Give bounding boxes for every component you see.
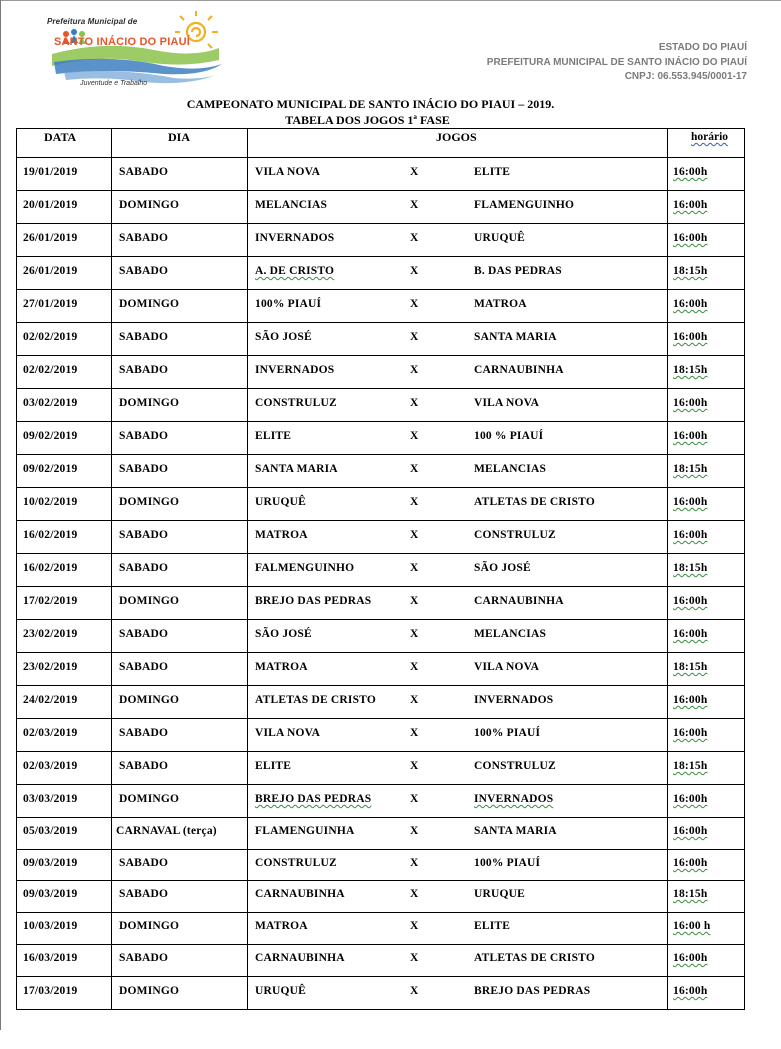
home-team: FALMENGUINHO — [255, 562, 355, 574]
home-team: ELITE — [255, 760, 292, 772]
column-header-horario: horário — [691, 131, 729, 143]
home-team: MATROA — [255, 529, 308, 541]
column-header-dia: DIA — [168, 130, 191, 144]
versus-label: X — [410, 952, 419, 964]
match-time: 18:15h — [673, 760, 708, 772]
away-team: URUQUÊ — [474, 232, 526, 244]
document-subtitle: TABELA DOS JOGOS 1ª FASE — [285, 113, 450, 127]
versus-label: X — [410, 857, 419, 869]
page-left-border — [0, 0, 1, 1030]
versus-label: X — [410, 364, 419, 376]
match-date: 26/01/2019 — [23, 232, 78, 244]
away-team: SANTA MARIA — [474, 331, 557, 343]
match-day: DOMINGO — [119, 298, 180, 310]
away-team: ELITE — [474, 920, 511, 932]
logo-subtitle: Prefeitura Municipal de — [47, 17, 138, 26]
cnpj-number: CNPJ: 06.553.945/0001-17 — [624, 71, 747, 82]
page-top-border — [0, 0, 781, 1]
home-team: CONSTRULUZ — [255, 397, 337, 409]
versus-label: X — [410, 232, 419, 244]
match-day: DOMINGO — [119, 920, 180, 932]
match-day: SABADO — [119, 628, 169, 640]
away-team: ATLETAS DE CRISTO — [474, 952, 595, 964]
match-date: 27/01/2019 — [23, 298, 78, 310]
match-day: DOMINGO — [119, 694, 180, 706]
away-team: MELANCIAS — [474, 628, 547, 640]
match-date: 02/02/2019 — [23, 364, 78, 376]
match-date: 23/02/2019 — [23, 661, 78, 673]
match-time: 18:15h — [673, 562, 708, 574]
home-team: SÃO JOSÉ — [255, 628, 312, 640]
versus-label: X — [410, 331, 419, 343]
home-team: FLAMENGUINHA — [255, 825, 355, 837]
versus-label: X — [410, 760, 419, 772]
match-time: 16:00h — [673, 952, 708, 964]
column-header-jogos: JOGOS — [436, 130, 477, 144]
away-team: CARNAUBINHA — [474, 364, 564, 376]
match-day: SABADO — [119, 952, 169, 964]
versus-label: X — [410, 793, 419, 805]
match-date: 17/03/2019 — [23, 985, 78, 997]
away-team: SÃO JOSÉ — [474, 562, 531, 574]
match-day: SABADO — [119, 331, 169, 343]
prefeitura-name: PREFEITURA MUNICIPAL DE SANTO INÁCIO DO PIAUÍ — [486, 57, 747, 68]
match-time: 16:00h — [673, 727, 708, 739]
match-day: SABADO — [119, 727, 169, 739]
logo-city-name: SANTO INÁCIO DO PIAUÍ — [54, 36, 191, 48]
column-divider — [744, 128, 745, 1010]
match-date: 02/02/2019 — [23, 331, 78, 343]
home-team: MATROA — [255, 661, 308, 673]
match-time: 16:00h — [673, 694, 708, 706]
match-date: 17/02/2019 — [23, 595, 78, 607]
versus-label: X — [410, 166, 419, 178]
home-team: ATLETAS DE CRISTO — [255, 694, 376, 706]
match-day: SABADO — [119, 166, 169, 178]
match-time: 16:00h — [673, 199, 708, 211]
versus-label: X — [410, 430, 419, 442]
match-date: 02/03/2019 — [23, 760, 78, 772]
versus-label: X — [410, 985, 419, 997]
match-time: 16:00h — [673, 985, 708, 997]
column-header-data: DATA — [44, 130, 77, 144]
away-team: 100% PIAUÍ — [474, 727, 541, 739]
versus-label: X — [410, 529, 419, 541]
away-team: BREJO DAS PEDRAS — [474, 985, 591, 997]
match-date: 05/03/2019 — [23, 825, 78, 837]
match-time: 16:00h — [673, 430, 708, 442]
versus-label: X — [410, 265, 419, 277]
versus-label: X — [410, 727, 419, 739]
versus-label: X — [410, 825, 419, 837]
versus-label: X — [410, 628, 419, 640]
home-team: SANTA MARIA — [255, 463, 338, 475]
municipality-logo — [44, 10, 229, 94]
match-day: SABADO — [119, 232, 169, 244]
match-date: 24/02/2019 — [23, 694, 78, 706]
match-time: 16:00h — [673, 232, 708, 244]
match-day: CARNAVAL (terça) — [116, 825, 217, 837]
match-date: 26/01/2019 — [23, 265, 78, 277]
match-time: 16:00h — [673, 166, 708, 178]
home-team: VILA NOVA — [255, 727, 321, 739]
versus-label: X — [410, 463, 419, 475]
home-team: INVERNADOS — [255, 364, 335, 376]
match-time: 16:00h — [673, 857, 708, 869]
home-team: 100% PIAUÍ — [255, 298, 322, 310]
match-time: 18:15h — [673, 364, 708, 376]
match-day: SABADO — [119, 562, 169, 574]
state-name: ESTADO DO PIAUÍ — [658, 42, 747, 53]
match-day: DOMINGO — [119, 496, 180, 508]
match-date: 09/02/2019 — [23, 463, 78, 475]
home-team: BREJO DAS PEDRAS — [255, 793, 372, 805]
versus-label: X — [410, 694, 419, 706]
home-team: SÃO JOSÉ — [255, 331, 312, 343]
match-time: 16:00h — [673, 298, 708, 310]
home-team: URUQUÊ — [255, 985, 307, 997]
away-team: VILA NOVA — [474, 397, 540, 409]
match-day: SABADO — [119, 430, 169, 442]
away-team: ELITE — [474, 166, 511, 178]
match-day: SABADO — [119, 529, 169, 541]
home-team: CONSTRULUZ — [255, 857, 337, 869]
versus-label: X — [410, 199, 419, 211]
match-date: 16/02/2019 — [23, 529, 78, 541]
home-team: BREJO DAS PEDRAS — [255, 595, 372, 607]
home-team: CARNAUBINHA — [255, 888, 345, 900]
match-day: SABADO — [119, 661, 169, 673]
home-team: INVERNADOS — [255, 232, 335, 244]
match-date: 23/02/2019 — [23, 628, 78, 640]
away-team: B. DAS PEDRAS — [474, 265, 562, 277]
home-team: MATROA — [255, 920, 308, 932]
match-day: DOMINGO — [119, 985, 180, 997]
match-time: 16:00h — [673, 595, 708, 607]
match-date: 03/02/2019 — [23, 397, 78, 409]
match-time: 16:00h — [673, 628, 708, 640]
match-date: 03/03/2019 — [23, 793, 78, 805]
document-title: CAMPEONATO MUNICIPAL DE SANTO INÁCIO DO PIAUI – 2019. — [186, 97, 555, 111]
versus-label: X — [410, 888, 419, 900]
match-time: 18:15h — [673, 265, 708, 277]
match-date: 09/03/2019 — [23, 888, 78, 900]
match-time: 16:00h — [673, 397, 708, 409]
home-team: A. DE CRISTO — [255, 265, 335, 277]
games-table — [16, 128, 744, 1009]
match-date: 16/02/2019 — [23, 562, 78, 574]
versus-label: X — [410, 920, 419, 932]
match-day: SABADO — [119, 888, 169, 900]
match-time: 16:00h — [673, 825, 708, 837]
match-day: SABADO — [119, 760, 169, 772]
versus-label: X — [410, 661, 419, 673]
match-time: 18:15h — [673, 661, 708, 673]
home-team: MELANCIAS — [255, 199, 328, 211]
away-team: MELANCIAS — [474, 463, 547, 475]
away-team: INVERNADOS — [474, 694, 554, 706]
match-time: 16:00h — [673, 331, 708, 343]
home-team: ELITE — [255, 430, 292, 442]
match-date: 10/03/2019 — [23, 920, 78, 932]
home-team: CARNAUBINHA — [255, 952, 345, 964]
home-team: URUQUÊ — [255, 496, 307, 508]
match-date: 19/01/2019 — [23, 166, 78, 178]
match-date: 16/03/2019 — [23, 952, 78, 964]
match-date: 20/01/2019 — [23, 199, 78, 211]
match-date: 09/03/2019 — [23, 857, 78, 869]
versus-label: X — [410, 595, 419, 607]
match-time: 16:00h — [673, 529, 708, 541]
match-day: SABADO — [119, 857, 169, 869]
match-day: DOMINGO — [119, 397, 180, 409]
versus-label: X — [410, 562, 419, 574]
away-team: SANTA MARIA — [474, 825, 557, 837]
match-time: 18:15h — [673, 888, 708, 900]
table-top-border — [16, 128, 744, 129]
match-day: DOMINGO — [119, 793, 180, 805]
match-date: 09/02/2019 — [23, 430, 78, 442]
away-team: INVERNADOS — [474, 793, 554, 805]
match-date: 10/02/2019 — [23, 496, 78, 508]
match-time: 16:00h — [673, 793, 708, 805]
match-day: SABADO — [119, 463, 169, 475]
match-day: SABADO — [119, 265, 169, 277]
away-team: VILA NOVA — [474, 661, 540, 673]
row-divider — [16, 1009, 744, 1010]
match-time: 16:00h — [673, 496, 708, 508]
versus-label: X — [410, 397, 419, 409]
versus-label: X — [410, 298, 419, 310]
match-day: DOMINGO — [119, 595, 180, 607]
match-time: 16:00 h — [673, 920, 711, 932]
match-day: SABADO — [119, 364, 169, 376]
away-team: ATLETAS DE CRISTO — [474, 496, 595, 508]
home-team: VILA NOVA — [255, 166, 321, 178]
away-team: 100% PIAUÍ — [474, 857, 541, 869]
away-team: URUQUE — [474, 888, 526, 900]
logo-slogan: Juventude e Trabalho — [80, 80, 148, 87]
away-team: 100 % PIAUÍ — [474, 430, 544, 442]
away-team: FLAMENGUINHO — [474, 199, 575, 211]
versus-label: X — [410, 496, 419, 508]
match-time: 18:15h — [673, 463, 708, 475]
away-team: CONSTRULUZ — [474, 760, 556, 772]
match-date: 02/03/2019 — [23, 727, 78, 739]
match-day: DOMINGO — [119, 199, 180, 211]
away-team: MATROA — [474, 298, 527, 310]
away-team: CONSTRULUZ — [474, 529, 556, 541]
away-team: CARNAUBINHA — [474, 595, 564, 607]
